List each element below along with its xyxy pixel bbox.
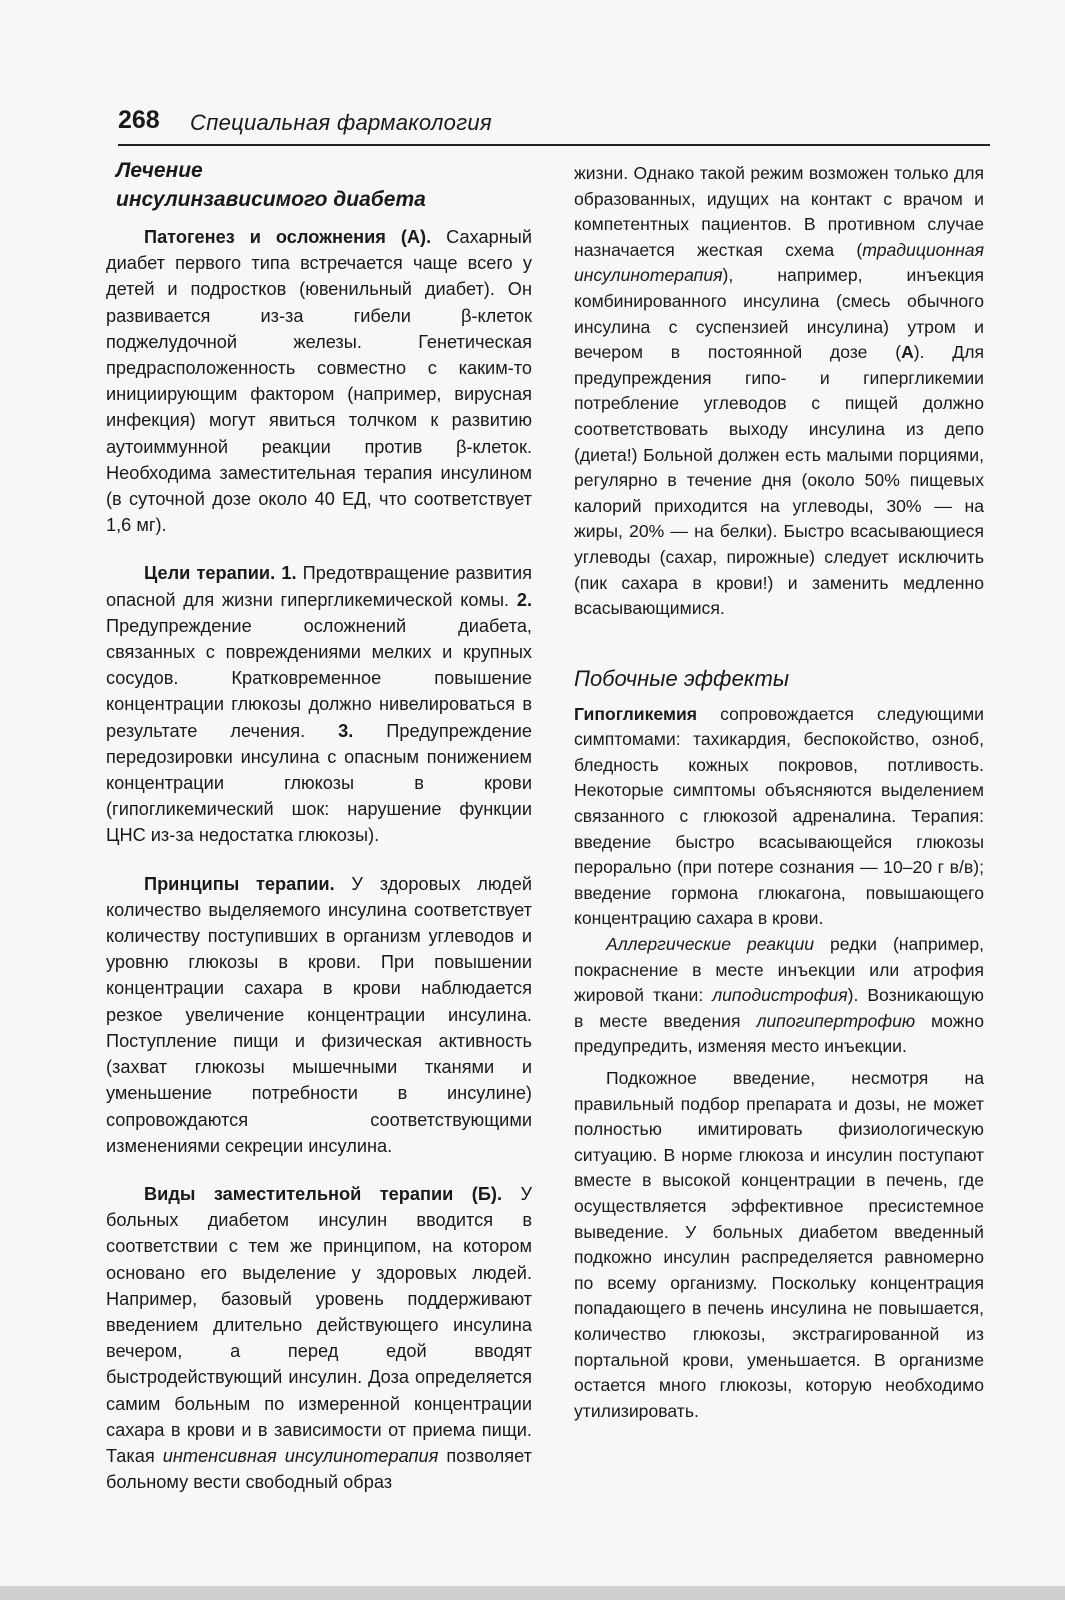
page-number: 268 xyxy=(118,106,160,134)
paragraph-pathogenesis xyxy=(106,224,532,538)
left-column xyxy=(106,156,532,1495)
section-title-line-2: инсулинзависимого диабета xyxy=(116,188,426,211)
paragraph-text: ), например, инъекция комбинированного инсулина (смесь обычного инсулина с суспензией инсулина) утром и вечером в постоянной дозе ( xyxy=(574,265,984,363)
paragraph-hypoglycemia xyxy=(574,702,984,932)
paragraph-text: У больных диабетом инсулин вводится в соответствии с тем же принципом, на котором основано его выделение у здоровых людей. Например, базовый уровень поддерживают введением длительно действующего инсулина вечером, а перед едой вводят быстродействующий инсулин. Доза определяется самим больным по измеренной концентрации сахара в крови и в зависимости от приема пищи. Такая xyxy=(106,1183,533,1466)
paragraph-therapy-types xyxy=(106,1181,532,1495)
paragraph-text: позволяет больному вести свободный образ xyxy=(106,1445,532,1493)
list-number: 3. xyxy=(338,720,354,741)
italic-term: липогипертрофию xyxy=(756,1010,916,1031)
italic-term: липодистрофия xyxy=(712,985,848,1006)
scan-edge xyxy=(0,1586,1065,1600)
paragraph-text: редки (например, покраснение в месте инъекции или атрофия жировой ткани: xyxy=(574,934,984,1006)
paragraph-allergy xyxy=(574,932,984,1060)
paragraph-text: Предотвращение развития опасной для жизни гипергликемической комы. xyxy=(106,563,532,610)
paragraph-heading: Виды заместительной терапии (Б). xyxy=(144,1183,503,1204)
paragraph-text: ). Возникающую в месте введения xyxy=(574,985,984,1031)
paragraph-text: можно предупредить, изменяя место инъекции. xyxy=(574,1010,984,1057)
running-title: Специальная фармакология xyxy=(190,110,492,135)
section-title xyxy=(116,156,532,214)
paragraph-text: ). Для предупреждения гипо- и гипергликемии потребление углеводов с пищей должно соответствовать выходу инсулина из депо (диета!) Больной должен есть малыми порциями, регулярно в течение дня (около 50% пищевых калорий приходится на углеводы, 30% — на жиры, 20% — на белки). Быстро всасывающиеся углеводы (сахар, пирожные) следует исключить (пик сахара в крови!) и заменить медленно всасывающимися. xyxy=(574,342,984,619)
section-title-line-1: Лечение xyxy=(116,159,203,182)
paragraph-heading: Гипогликемия xyxy=(574,703,698,724)
paragraph-therapy-principles xyxy=(106,871,532,1159)
paragraph-heading: Патогенез и осложнения (А). xyxy=(144,227,432,247)
paragraph-text: сопровождается следующими симптомами: тахикардия, беспокойство, озноб, бледность кожных покровов, потливость. Некоторые симптомы объясняются выделением связанного с глюкозой адреналина. Терапия: введение быстро всасывающейся глюкозы перорально (при потере сознания — 10–20 г в/в); введение гормона глюкагона, повышающего концентрацию сахара в крови. xyxy=(574,703,984,929)
paragraph-text: У здоровых людей количество выделяемого инсулина соответствует количеству поступивших в организм углеводов и уровню глюкозы в крови. При повышении концентрации сахара в крови наблюдается резкое увеличение концентрации инсулина. Поступление пищи и физическая активность (захват глюкозы мышечными тканями и уменьшение потребности в инсулине) сопровождаются соответствующими изменениями секреции инсулина. xyxy=(106,873,532,1156)
paragraph-text: Сахарный диабет первого типа встречается чаще всего у детей и подростков (ювенильный диабет). Он развивается из-за гибели β-клеток поджелудочной железы. Генетическая предрасположенность совместно с каким-то инициирующим фактором (например, вирусная инфекция) могут явиться толчком к развитию аутоиммунной реакции против β-клеток. Необходима заместительная терапия инсулином (в суточной дозе около 40 ЕД, что соответствует 1,6 мг). xyxy=(106,227,532,536)
list-number: 2. xyxy=(516,589,532,610)
figure-ref: А xyxy=(901,342,914,363)
section-title-side-effects: Побочные эффекты xyxy=(574,665,790,691)
paragraph-text: Предупреждение осложнений диабета, связанных с повреждениями мелких и крупных сосудов. Кратковременное повышение концентрации глюкозы должно нивелироваться в результате лечения. xyxy=(106,615,532,741)
paragraph-continuation xyxy=(574,161,984,622)
paragraph-heading: Принципы терапии. xyxy=(144,873,335,894)
paragraph-subcutaneous: Подкожное введение, несмотря на правильный подбор препарата и дозы, не может полностью имитировать физиологическую ситуацию. В норме глюкоза и инсулин поступают вместе в высокой концентрации в печень, где осуществляется эффективное пресистемное выведение. У больных диабетом введенный подкожно инсулин распределяется равномерно по всему организму. Поскольку концентрация попадающего в печень инсулина не повышается, количество глюкозы, экстрагированной из портальной крови, уменьшается. В организме остается много глюкозы, которую необходимо утилизировать. xyxy=(574,1068,984,1421)
italic-term: традиционная инсулинотерапия xyxy=(574,239,984,286)
paragraph-text: Предупреждение передозировки инсулина с опасным понижением концентрации глюкозы в крови (гипогликемический шок: нарушение функции ЦНС из-за недостатка глюкозы). xyxy=(106,720,532,846)
right-column xyxy=(574,161,984,1424)
italic-term: Аллергические реакции xyxy=(606,934,815,955)
paragraph-text: жизни. Однако такой режим возможен только для образованных, идущих на контакт с врачом и компетентных пациентов. В противном случае назначается жесткая схема ( xyxy=(574,163,984,260)
page-header xyxy=(118,100,990,146)
paragraph-heading: Цели терапии. 1. xyxy=(144,563,297,584)
italic-term: интенсивная инсулинотерапия xyxy=(162,1445,439,1466)
paragraph-therapy-goals xyxy=(106,560,532,848)
